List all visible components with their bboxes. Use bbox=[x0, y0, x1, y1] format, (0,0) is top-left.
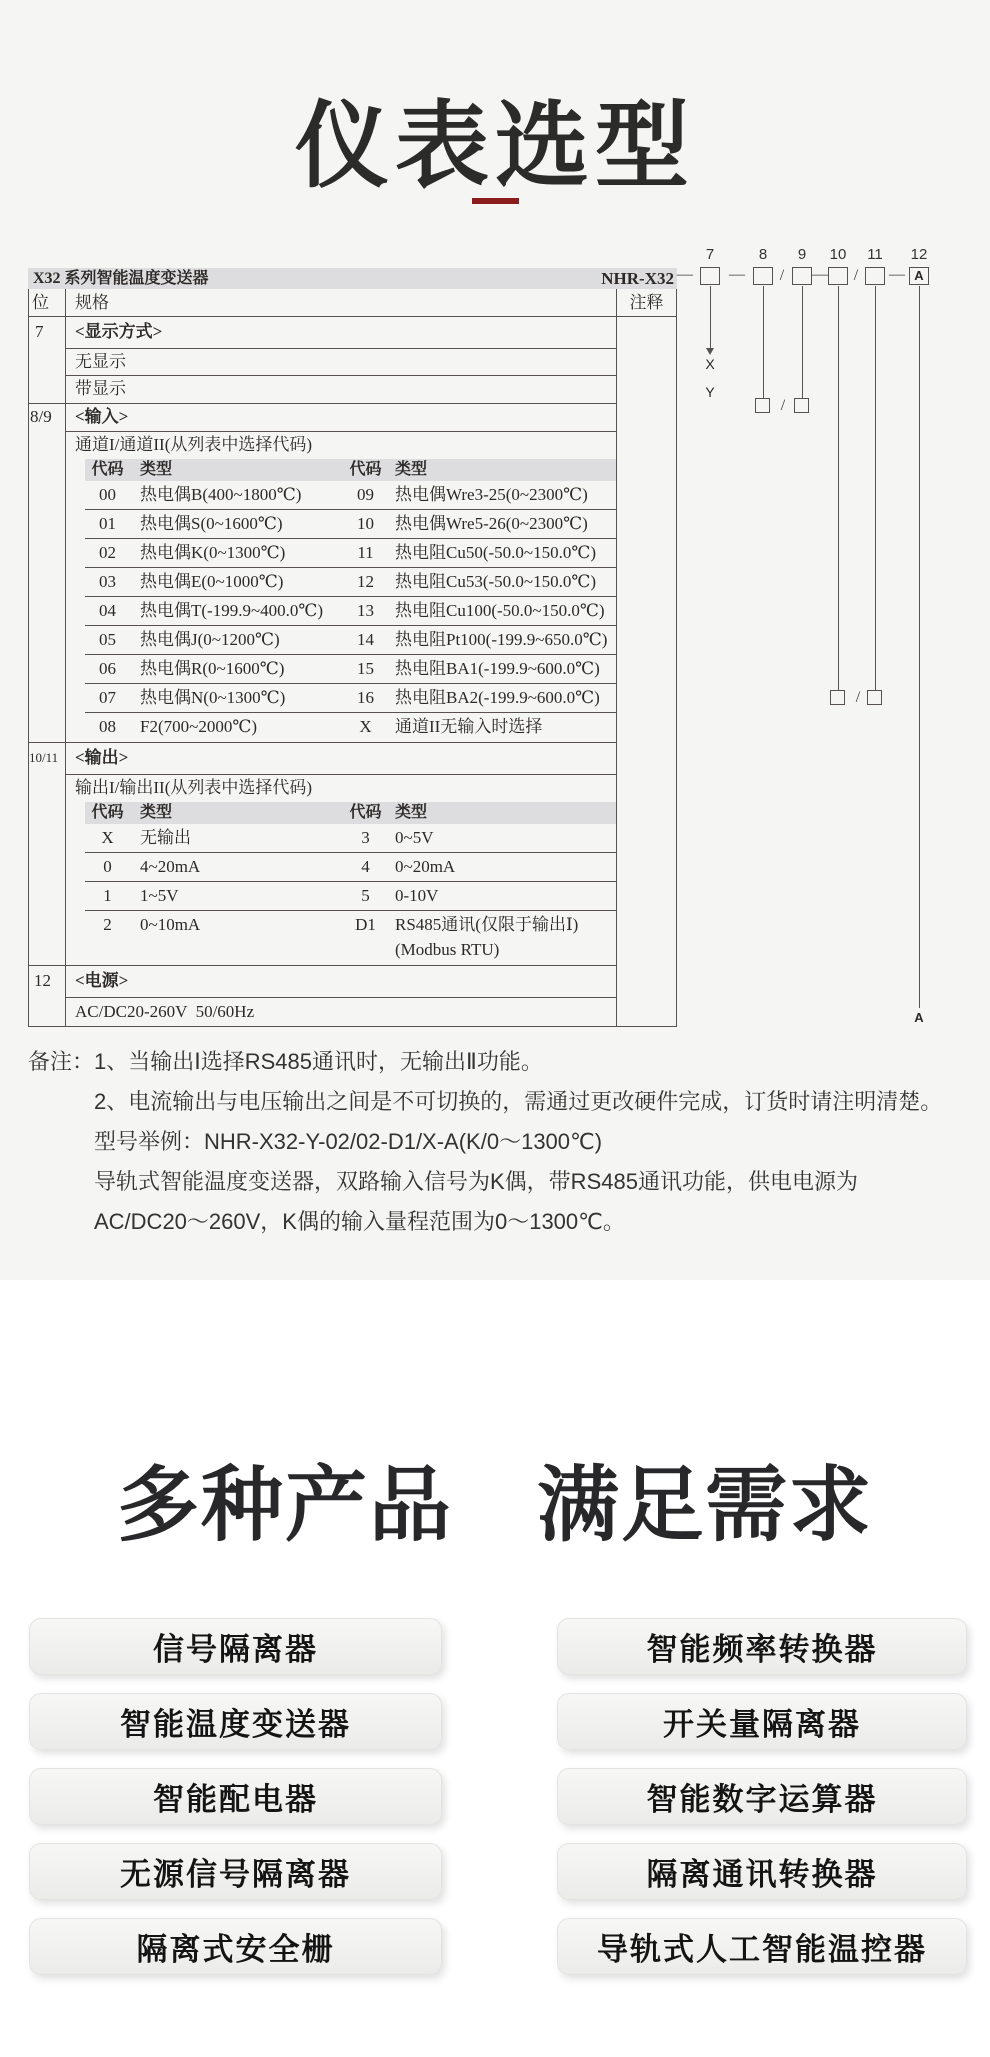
code-value: 15 bbox=[357, 659, 374, 678]
type-col-label: 类型 bbox=[395, 804, 428, 821]
code-value: 2 bbox=[103, 915, 112, 934]
type-value: 0~20mA bbox=[395, 857, 456, 876]
type-value: 热电阻Cu53(-50.0~150.0℃) bbox=[395, 572, 597, 591]
type-value: 热电偶Wre3-25(0~2300℃) bbox=[395, 485, 588, 504]
pos-89-heading: <输入> bbox=[75, 407, 129, 426]
model-digit: 11 bbox=[867, 246, 883, 263]
code-value: 08 bbox=[99, 717, 116, 736]
col-header-pos: 位 bbox=[32, 293, 49, 312]
type-value: 热电偶Wre5-26(0~2300℃) bbox=[395, 514, 588, 533]
type-value: RS485通讯(仅限于输出Ⅰ) bbox=[395, 915, 579, 934]
code-value: 03 bbox=[99, 572, 116, 591]
code-value: 0 bbox=[103, 857, 112, 876]
model-code-box bbox=[828, 267, 848, 285]
note-line: 导轨式智能温度变送器，双路输入信号为K偶，带RS485通讯功能，供电电源为 bbox=[94, 1169, 858, 1194]
pos-12-heading: <电源> bbox=[75, 971, 129, 990]
model-digit: 10 bbox=[829, 246, 847, 263]
type-value: 0~10mA bbox=[140, 915, 201, 934]
notes-label: 备注： bbox=[28, 1049, 95, 1074]
pos-1011-heading: <输出> bbox=[75, 748, 129, 767]
table-row bbox=[85, 568, 616, 597]
note-line: 型号举例：NHR-X32-Y-02/02-D1/X-A(K/0～1300℃) bbox=[94, 1129, 603, 1154]
divider bbox=[65, 289, 66, 1026]
table-row bbox=[85, 481, 616, 510]
type-value: 1~5V bbox=[140, 886, 179, 905]
code-value: 1 bbox=[103, 886, 112, 905]
divider bbox=[65, 348, 616, 349]
table-row bbox=[85, 510, 616, 539]
type-value: 热电偶T(-199.9~400.0℃) bbox=[140, 601, 324, 620]
notes-block bbox=[28, 1042, 973, 1242]
pos-7-option: 带显示 bbox=[75, 379, 126, 398]
arrow-down-icon bbox=[706, 348, 714, 355]
code-value: 05 bbox=[99, 630, 116, 649]
model-code-box bbox=[700, 267, 720, 285]
model-code-box bbox=[865, 267, 885, 285]
product-button[interactable]: 智能数字运算器 bbox=[557, 1768, 967, 1825]
divider bbox=[65, 375, 616, 376]
code-placeholder-box bbox=[830, 690, 845, 705]
code-value: 07 bbox=[99, 688, 116, 707]
products-title: 多种产品 满足需求 bbox=[116, 1460, 873, 1552]
type-value: 热电偶K(0~1300℃) bbox=[140, 543, 286, 562]
model-dash: — bbox=[889, 266, 905, 283]
products-section bbox=[0, 1280, 990, 2057]
model-slash: / bbox=[779, 267, 785, 284]
table-row bbox=[85, 597, 616, 626]
input-code-table bbox=[85, 459, 616, 742]
rs485-protocol-line bbox=[85, 940, 616, 965]
type-col-label: 类型 bbox=[140, 461, 173, 478]
code-value: 5 bbox=[361, 886, 370, 905]
code-value: 11 bbox=[357, 543, 374, 562]
code-value: 04 bbox=[99, 601, 116, 620]
model-digit: 7 bbox=[705, 246, 715, 263]
products-column-left bbox=[29, 1618, 442, 1975]
code-value: 01 bbox=[99, 514, 116, 533]
code-value: 06 bbox=[99, 659, 116, 678]
code-value: D1 bbox=[355, 915, 376, 934]
product-button[interactable]: 导轨式人工智能温控器 bbox=[557, 1918, 967, 1975]
code-value: 09 bbox=[357, 485, 374, 504]
code-col-label: 代码 bbox=[91, 461, 124, 478]
model-digit: 12 bbox=[910, 246, 928, 263]
code-col-label: 代码 bbox=[349, 461, 382, 478]
type-value: 热电阻Cu50(-50.0~150.0℃) bbox=[395, 543, 597, 562]
product-button[interactable]: 智能频率转换器 bbox=[557, 1618, 967, 1675]
table-row bbox=[85, 713, 616, 742]
divider bbox=[28, 289, 29, 1026]
pos-7-option: 无显示 bbox=[75, 352, 126, 371]
products-column-right bbox=[557, 1618, 967, 1975]
model-suffix-box: A bbox=[909, 267, 929, 285]
series-title: X32 系列智能温度变送器 bbox=[33, 270, 209, 287]
type-value: 热电偶S(0~1600℃) bbox=[140, 514, 283, 533]
type-col-label: 类型 bbox=[395, 461, 428, 478]
product-button[interactable]: 无源信号隔离器 bbox=[29, 1843, 442, 1900]
table-header-bar bbox=[28, 268, 677, 289]
model-code-box bbox=[792, 267, 812, 285]
product-button[interactable]: 智能温度变送器 bbox=[29, 1693, 442, 1750]
model-digit: 9 bbox=[797, 246, 807, 263]
selection-table bbox=[28, 268, 677, 1027]
note-line: 1、当输出Ⅰ选择RS485通讯时，无输出Ⅱ功能。 bbox=[94, 1049, 543, 1074]
pos-1011-id: 10/11 bbox=[29, 750, 59, 765]
type-value: 无输出 bbox=[140, 828, 191, 847]
col-header-spec: 规格 bbox=[75, 293, 109, 312]
type-value: 热电偶J(0~1200℃) bbox=[140, 630, 280, 649]
callout-y: Y bbox=[705, 384, 715, 400]
type-value: 热电阻BA2(-199.9~600.0℃) bbox=[395, 688, 600, 707]
model-code-box bbox=[753, 267, 773, 285]
model-dash: — bbox=[677, 266, 693, 283]
table-row bbox=[85, 882, 616, 911]
pos-89-id: 8/9 bbox=[30, 407, 52, 426]
note-line: 2、电流输出与电压输出之间是不可切换的，需通过更改硬件完成，订货时请注明清楚。 bbox=[94, 1089, 943, 1114]
type-value: 4~20mA bbox=[140, 857, 201, 876]
type-value: F2(700~2000℃) bbox=[140, 717, 257, 736]
table-row bbox=[85, 655, 616, 684]
type-value: 热电偶R(0~1600℃) bbox=[140, 659, 285, 678]
pos-89-subtitle: 通道I/通道II(从列表中选择代码) bbox=[75, 435, 313, 454]
code-value: X bbox=[101, 828, 114, 847]
divider bbox=[616, 289, 617, 1026]
code-col-label: 代码 bbox=[91, 804, 124, 821]
model-prefix: NHR-X32 bbox=[601, 269, 674, 288]
code-placeholder-box bbox=[755, 398, 770, 413]
code-value: 10 bbox=[357, 514, 374, 533]
code-col-label: 代码 bbox=[349, 804, 382, 821]
type-value: 热电阻Cu100(-50.0~150.0℃) bbox=[395, 601, 605, 620]
product-button[interactable]: 信号隔离器 bbox=[29, 1618, 442, 1675]
type-value: 热电阻Pt100(-199.9~650.0℃) bbox=[395, 630, 608, 649]
model-slash: / bbox=[853, 267, 859, 284]
pos-7-heading: <显示方式> bbox=[75, 322, 163, 341]
table-row bbox=[85, 853, 616, 882]
code-value: X bbox=[359, 717, 372, 736]
table-row bbox=[85, 539, 616, 568]
pos-12-id: 12 bbox=[34, 971, 51, 990]
type-col-label: 类型 bbox=[140, 804, 173, 821]
leader-line bbox=[802, 286, 803, 398]
protocol-value: (Modbus RTU) bbox=[395, 940, 500, 959]
table-row bbox=[85, 824, 616, 853]
table-row bbox=[85, 911, 616, 940]
leader-line bbox=[838, 286, 839, 690]
col-header-note: 注释 bbox=[629, 293, 664, 312]
model-slash: / bbox=[855, 689, 861, 706]
product-button[interactable]: 智能配电器 bbox=[29, 1768, 442, 1825]
model-digit: 8 bbox=[758, 246, 768, 263]
code-value: 14 bbox=[357, 630, 374, 649]
leader-line bbox=[875, 286, 876, 690]
leader-line bbox=[919, 286, 920, 1008]
page-title: 仪表选型 bbox=[294, 92, 695, 198]
model-dash: — bbox=[729, 266, 745, 283]
pos-12-option: AC/DC20-260V 50/60Hz bbox=[75, 1002, 255, 1021]
divider bbox=[676, 289, 677, 1026]
type-value: 通道II无输入时选择 bbox=[395, 717, 543, 736]
code-value: 02 bbox=[99, 543, 116, 562]
type-value: 热电偶N(0~1300℃) bbox=[140, 688, 286, 707]
callout-x: X bbox=[705, 356, 715, 372]
product-button[interactable]: 隔离式安全栅 bbox=[29, 1918, 442, 1975]
product-button[interactable]: 开关量隔离器 bbox=[557, 1693, 967, 1750]
product-button[interactable]: 隔离通讯转换器 bbox=[557, 1843, 967, 1900]
type-value: 热电偶B(400~1800℃) bbox=[140, 485, 302, 504]
model-slash: / bbox=[780, 397, 786, 414]
table-row bbox=[85, 684, 616, 713]
code-table-header bbox=[85, 459, 616, 481]
code-value: 13 bbox=[357, 601, 374, 620]
type-value: 0-10V bbox=[395, 886, 439, 905]
code-placeholder-box bbox=[794, 398, 809, 413]
type-value: 热电偶E(0~1000℃) bbox=[140, 572, 284, 591]
table-row bbox=[85, 626, 616, 655]
type-value: 热电阻BA1(-199.9~600.0℃) bbox=[395, 659, 600, 678]
model-dash: — bbox=[812, 266, 828, 283]
red-divider bbox=[472, 198, 519, 204]
callout-a: A bbox=[914, 1010, 924, 1025]
note-line: AC/DC20～260V，K偶的输入量程范围为0～1300℃。 bbox=[94, 1209, 625, 1234]
code-placeholder-box bbox=[867, 690, 882, 705]
code-value: 00 bbox=[99, 485, 116, 504]
output-code-table bbox=[85, 802, 616, 965]
code-value: 12 bbox=[357, 572, 374, 591]
type-value: 0~5V bbox=[395, 828, 434, 847]
code-value: 3 bbox=[361, 828, 370, 847]
code-value: 16 bbox=[357, 688, 374, 707]
code-value: 4 bbox=[361, 857, 370, 876]
pos-7-id: 7 bbox=[35, 322, 44, 341]
leader-line bbox=[763, 286, 764, 398]
leader-line bbox=[710, 286, 711, 348]
pos-1011-subtitle: 输出I/输出II(从列表中选择代码) bbox=[75, 778, 313, 797]
code-table-header bbox=[85, 802, 616, 824]
